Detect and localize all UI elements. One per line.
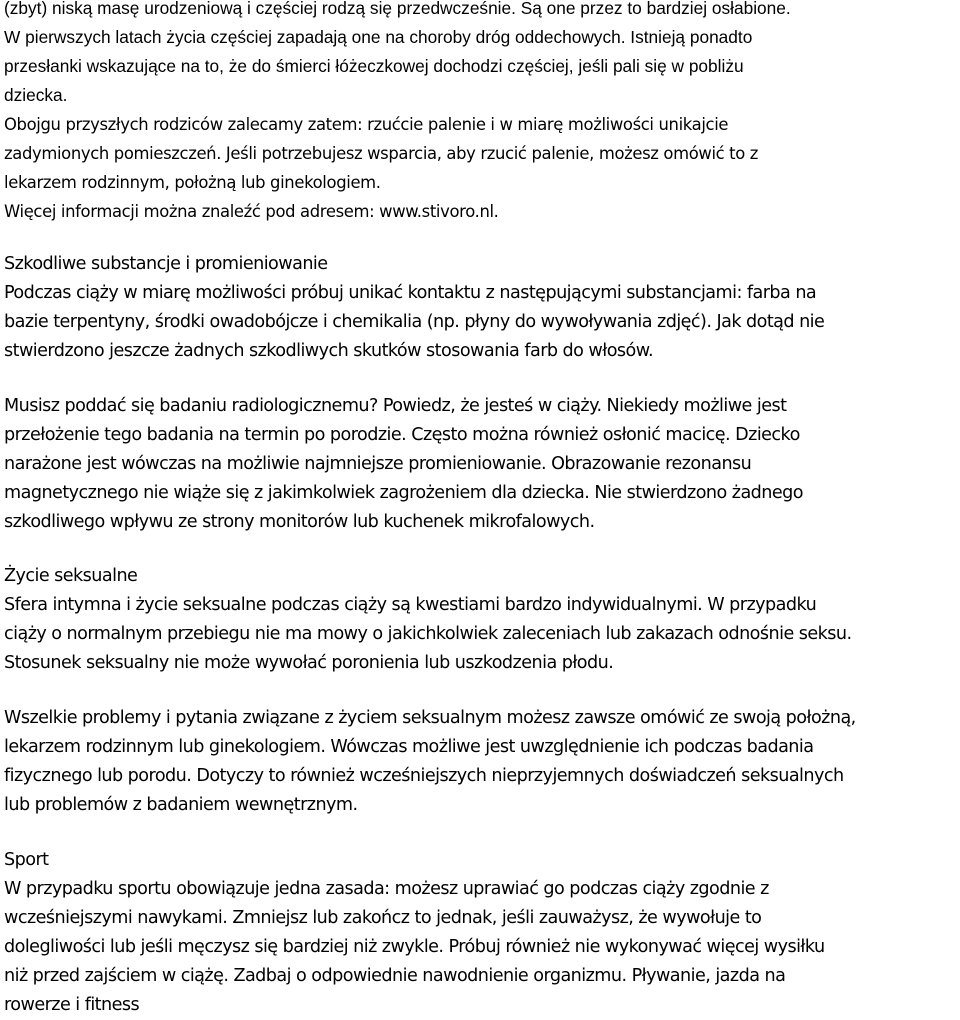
text-line: stwierdzono jeszcze żadnych szkodliwych skutków stosowania farb do włosów. [4, 341, 654, 361]
section-heading: Sport [4, 850, 49, 870]
text-line: narażone jest wówczas na możliwie najmniejsze promieniowanie. Obrazowanie rezonansu [4, 454, 752, 474]
text-line: przełożenie tego badania na termin po porodzie. Często można również osłonić macicę. Dziecko [4, 425, 800, 445]
text-line: rowerze i fitness [4, 995, 140, 1015]
text-line: przesłanki wskazujące na to, że do śmierci łóżeczkowej dochodzi częściej, jeśli pali się w pobliżu [4, 56, 744, 76]
text-line: lub problemów z badaniem wewnętrznym. [4, 795, 358, 815]
text-line: bazie terpentyny, środki owadobójcze i chemikalia (np. płyny do wywoływania zdjęć). Jak dotąd nie [4, 312, 825, 332]
section-heading: Życie seksualne [4, 566, 138, 586]
text-line: zadymionych pomieszczeń. Jeśli potrzebujesz wsparcia, aby rzucić palenie, możesz omówić to z [4, 144, 759, 163]
text-line: Stosunek seksualny nie może wywołać poronienia lub uszkodzenia płodu. [4, 653, 614, 673]
text-line: niż przed zajściem w ciążę. Zadbaj o odpowiednie nawodnienie organizmu. Pływanie, jazda na [4, 966, 786, 986]
text-line: W przypadku sportu obowiązuje jedna zasada: możesz uprawiać go podczas ciąży zgodnie z [4, 879, 769, 899]
intro-paragraph [4, 0, 958, 110]
text-line: fizycznego lub porodu. Dotyczy to również wcześniejszych nieprzyjemnych doświadczeń seksualnych [4, 766, 844, 786]
sexual-life-section [4, 562, 958, 678]
text-line: lekarzem rodzinnym, położną lub ginekologiem. [4, 173, 381, 192]
text-line: dziecka. [4, 85, 68, 105]
text-line: Więcej informacji można znaleźć pod adresem: www.stivoro.nl. [4, 202, 499, 221]
radiology-paragraph [4, 392, 958, 537]
text-line: magnetycznego nie wiąże się z jakimkolwiek zagrożeniem dla dziecka. Nie stwierdzono żadnego [4, 483, 804, 503]
text-line: Podczas ciąży w miarę możliwości próbuj unikać kontaktu z następującymi substancjami: farba na [4, 283, 817, 303]
problems-paragraph [4, 704, 958, 820]
text-line: szkodliwego wpływu ze strony monitorów lub kuchenek mikrofalowych. [4, 512, 595, 532]
text-line: W pierwszych latach życia częściej zapadają one na choroby dróg oddechowych. Istnieją ponadto [4, 27, 753, 47]
substances-section [4, 250, 958, 366]
sport-section [4, 846, 958, 1020]
advice-paragraph [4, 110, 958, 226]
text-line: (zbyt) niską masę urodzeniową i częściej rodzą się przedwcześnie. Są one przez to bardziej osłabione. [4, 0, 791, 18]
section-heading: Szkodliwe substancje i promieniowanie [4, 254, 328, 274]
text-line: Sfera intymna i życie seksualne podczas ciąży są kwestiami bardzo indywidualnymi. W przypadku [4, 595, 817, 615]
text-line: Wszelkie problemy i pytania związane z życiem seksualnym możesz zawsze omówić ze swoją położną, [4, 708, 856, 728]
text-line: dolegliwości lub jeśli męczysz się bardziej niż zwykle. Próbuj również nie wykonywać więcej wysiłku [4, 937, 825, 957]
text-line: lekarzem rodzinnym lub ginekologiem. Wówczas możliwe jest uwzględnienie ich podczas badania [4, 737, 814, 757]
text-line: Musisz poddać się badaniu radiologicznemu? Powiedz, że jesteś w ciąży. Niekiedy możliwe jest [4, 396, 787, 416]
text-line: Obojgu przyszłych rodziców zalecamy zatem: rzućcie palenie i w miarę możliwości unikajcie [4, 115, 729, 134]
text-line: ciąży o normalnym przebiegu nie ma mowy o jakichkolwiek zaleceniach lub zakazach odnośnie seksu. [4, 624, 852, 644]
text-line: wcześniejszymi nawykami. Zmniejsz lub zakończ to jednak, jeśli zauważysz, że wywołuje to [4, 908, 762, 928]
